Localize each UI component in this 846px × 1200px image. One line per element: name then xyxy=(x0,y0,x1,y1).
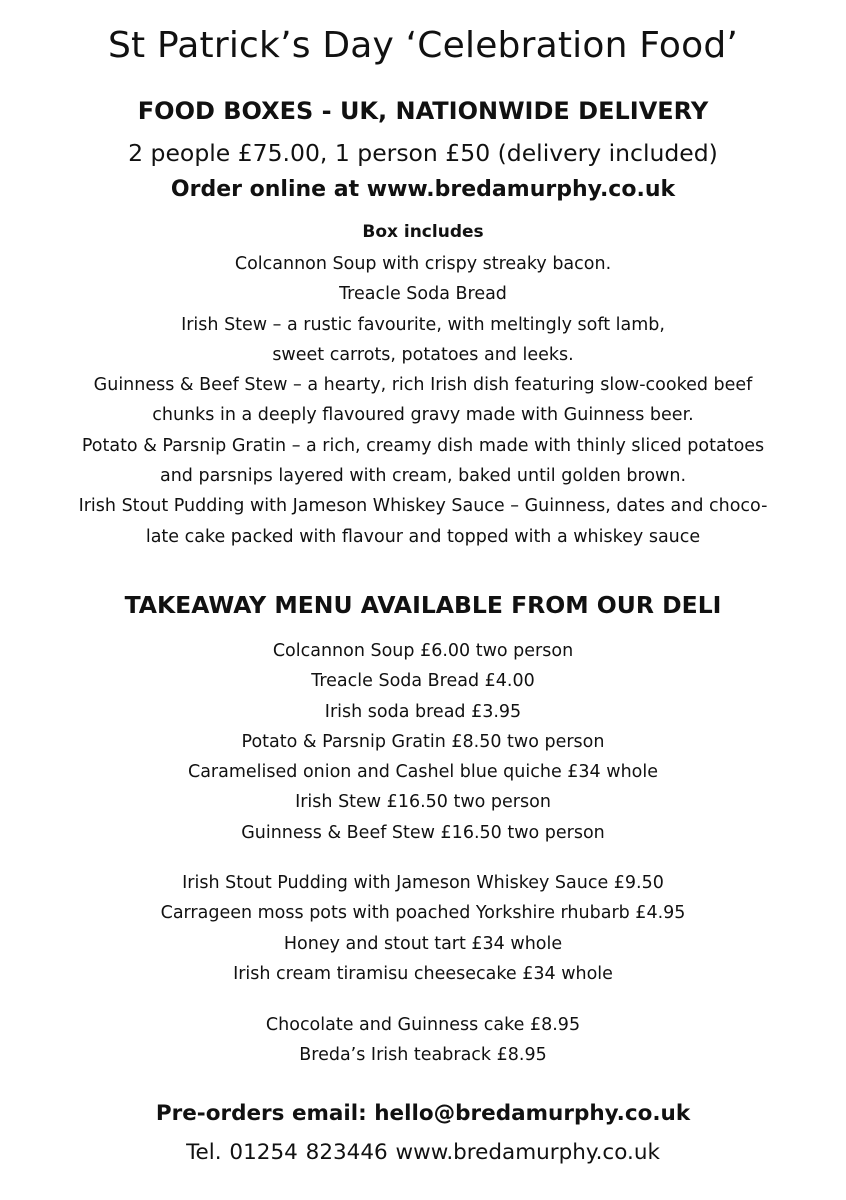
contact-line: Tel. 01254 823446 www.bredamurphy.co.uk xyxy=(186,1140,660,1165)
box-item-line: Colcannon Soup with crispy streaky bacon. xyxy=(234,254,612,274)
preorder-email-line: Pre-orders email: hello@bredamurphy.co.uk xyxy=(155,1101,691,1126)
takeaway-dessert-list xyxy=(0,868,846,989)
box-item-line: and parsnips layered with cream, baked until golden brown. xyxy=(159,466,687,487)
menu-item: Irish Stout Pudding with Jameson Whiskey Sauce £9.50 xyxy=(182,873,664,893)
menu-item: Honey and stout tart £34 whole xyxy=(283,933,563,954)
menu-item: Treacle Soda Bread £4.00 xyxy=(311,671,535,692)
menu-item: Irish cream tiramisu cheesecake £34 whole xyxy=(233,963,613,984)
menu-item: Breda’s Irish teabrack £8.95 xyxy=(299,1045,547,1066)
food-boxes-price-line: 2 people £75.00, 1 person £50 (delivery included) xyxy=(128,139,718,167)
menu-item: Potato & Parsnip Gratin £8.50 two person xyxy=(241,731,605,752)
box-item-line: Guinness & Beef Stew – a hearty, rich Irish dish featuring slow-cooked beef xyxy=(93,375,753,396)
box-item-line: Irish Stew – a rustic favourite, with meltingly soft lamb, xyxy=(181,314,665,335)
menu-item: Irish Stew £16.50 two person xyxy=(295,792,551,813)
box-includes-list xyxy=(0,249,846,552)
box-item-line: chunks in a deeply flavoured gravy made with Guinness beer. xyxy=(152,405,694,426)
menu-item: Guinness & Beef Stew £16.50 two person xyxy=(241,822,605,843)
box-item-line: late cake packed with flavour and topped with a whiskey sauce xyxy=(145,526,701,547)
order-online-line: Order online at www.bredamurphy.co.uk xyxy=(170,177,676,202)
box-item-line: Treacle Soda Bread xyxy=(339,284,507,305)
takeaway-heading: TAKEAWAY MENU AVAILABLE FROM OUR DELI xyxy=(124,591,722,619)
page-title: St Patrick’s Day ‘Celebration Food’ xyxy=(107,25,739,66)
box-includes-label: Box includes xyxy=(362,222,484,242)
box-item-line: Potato & Parsnip Gratin – a rich, creamy dish made with thinly sliced potatoes xyxy=(81,435,765,456)
box-item-line: Irish Stout Pudding with Jameson Whiskey Sauce – Guinness, dates and choco- xyxy=(78,496,768,517)
takeaway-bakery-list xyxy=(0,1010,846,1071)
menu-item: Chocolate and Guinness cake £8.95 xyxy=(265,1015,581,1035)
menu-item: Irish soda bread £3.95 xyxy=(324,701,522,722)
menu-item: Carrageen moss pots with poached Yorkshire rhubarb £4.95 xyxy=(160,903,686,924)
box-item-line: sweet carrots, potatoes and leeks. xyxy=(272,344,574,365)
takeaway-savoury-list xyxy=(0,636,846,848)
menu-item: Caramelised onion and Cashel blue quiche £34 whole xyxy=(187,762,658,783)
food-boxes-heading: FOOD BOXES - UK, NATIONWIDE DELIVERY xyxy=(137,97,709,125)
menu-item: Colcannon Soup £6.00 two person xyxy=(272,641,574,661)
